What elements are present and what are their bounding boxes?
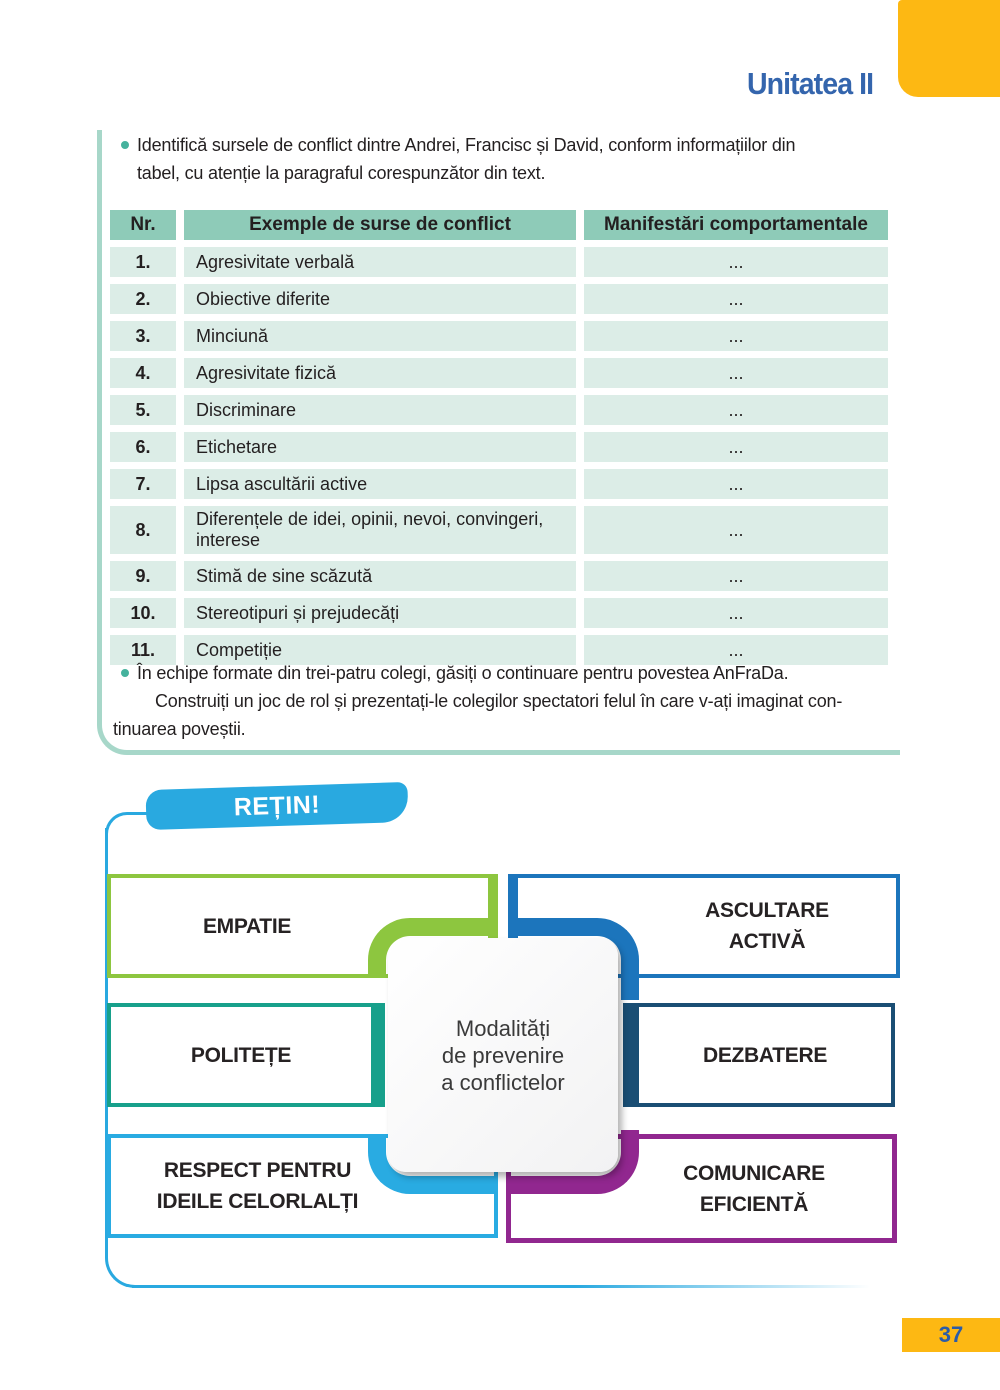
diagram-box-respect-label	[157, 1155, 358, 1217]
row-source: Stimă de sine scăzută	[184, 561, 576, 591]
diagram-center-card	[388, 938, 618, 1172]
table-row	[110, 358, 892, 388]
diagram-box-dezbatere	[623, 1003, 895, 1107]
table-row	[110, 321, 892, 351]
task-1-paragraph	[137, 131, 795, 187]
row-manifest: ...	[584, 598, 888, 628]
diagram-box-comunicare-label	[683, 1158, 825, 1220]
row-manifest: ...	[584, 432, 888, 462]
bullet-dot-task-2	[121, 669, 129, 677]
ascultare-line-2: ACTIVĂ	[728, 930, 806, 953]
row-source: Agresivitate verbală	[184, 247, 576, 277]
page-number-badge: 37	[902, 1318, 1000, 1352]
center-card-line-1: Modalități	[455, 1015, 551, 1041]
row-nr: 4.	[110, 358, 176, 388]
row-manifest: ...	[584, 469, 888, 499]
ascultare-line-1: ASCULTARE	[705, 899, 829, 922]
row-nr: 5.	[110, 395, 176, 425]
row-manifest: ...	[584, 321, 888, 351]
row-nr: 1.	[110, 247, 176, 277]
row-manifest: ...	[584, 395, 888, 425]
header-manifest: Manifestări comportamentale	[584, 210, 888, 240]
center-card-line-3: a conflictelor	[441, 1069, 565, 1095]
row-source: Discriminare	[184, 395, 576, 425]
table-row	[110, 395, 892, 425]
conflict-sources-table	[110, 210, 892, 672]
row-source: Obiective diferite	[184, 284, 576, 314]
row-source: Etichetare	[184, 432, 576, 462]
comunicare-line-1: COMUNICARE	[683, 1161, 825, 1185]
row-nr: 7.	[110, 469, 176, 499]
task-2-line-3: tinuarea poveștii.	[113, 719, 246, 739]
task-2-line-2: Construiți un joc de rol și prezentați-le colegilor spectatori felul în care v-ați imaginat con-	[155, 691, 843, 711]
table-header-row	[110, 210, 892, 240]
header-source: Exemple de surse de conflict	[184, 210, 576, 240]
diagram-box-politete-label: POLITEȚE	[190, 1043, 292, 1067]
row-source: Diferențele de idei, opinii, nevoi, convingeri, interese	[184, 506, 576, 554]
center-card-line-2: de prevenire	[441, 1042, 565, 1068]
row-nr: 3.	[110, 321, 176, 351]
table-row	[110, 284, 892, 314]
row-manifest: ...	[584, 506, 888, 554]
row-nr: 10.	[110, 598, 176, 628]
row-manifest: ...	[584, 358, 888, 388]
row-source: Lipsa ascultării active	[184, 469, 576, 499]
retain-connector-line-bottom	[132, 1285, 870, 1288]
header-nr: Nr.	[110, 210, 176, 240]
task-2-paragraph	[0, 659, 1000, 743]
row-manifest: ...	[584, 247, 888, 277]
row-nr: 6.	[110, 432, 176, 462]
table-row	[110, 506, 892, 554]
row-manifest: ...	[584, 561, 888, 591]
diagram-box-dezbatere-label: DEZBATERE	[702, 1043, 828, 1067]
row-nr: 9.	[110, 561, 176, 591]
row-nr: 8.	[110, 506, 176, 554]
retain-banner: REȚIN!	[145, 782, 408, 830]
task-1-line-1: Identifică sursele de conflict dintre Andrei, Francisc și David, conform informațiilor din	[137, 135, 796, 155]
task-1-line-2: tabel, cu atenție la paragraful corespunzător din text.	[137, 163, 546, 183]
row-nr: 2.	[110, 284, 176, 314]
row-source: Minciună	[184, 321, 576, 351]
row-source: Agresivitate fizică	[184, 358, 576, 388]
table-row	[110, 598, 892, 628]
row-source: Competiție	[184, 635, 576, 665]
bullet-dot-task-1	[121, 141, 129, 149]
row-manifest: ...	[584, 635, 888, 665]
table-row	[110, 247, 892, 277]
respect-line-1: RESPECT PENTRU	[163, 1159, 352, 1182]
unit-title: Unitatea II	[746, 66, 873, 101]
table-row	[110, 432, 892, 462]
row-manifest: ...	[584, 284, 888, 314]
task-2-line-1: În echipe formate din trei-patru colegi, găsiți o continuare pentru povestea AnFraDa.	[137, 663, 789, 683]
row-nr: 11.	[110, 635, 176, 665]
table-row	[110, 469, 892, 499]
diagram-box-politete	[107, 1003, 385, 1107]
diagram-box-ascultare-label	[705, 895, 829, 957]
diagram-box-empatie-label: EMPATIE	[202, 914, 292, 938]
row-source: Stereotipuri și prejudecăți	[184, 598, 576, 628]
table-row	[110, 561, 892, 591]
corner-tab	[898, 0, 1000, 97]
respect-line-2: IDEILE CELORLALȚI	[156, 1190, 359, 1213]
comunicare-line-2: EFICIENTĂ	[699, 1192, 809, 1216]
